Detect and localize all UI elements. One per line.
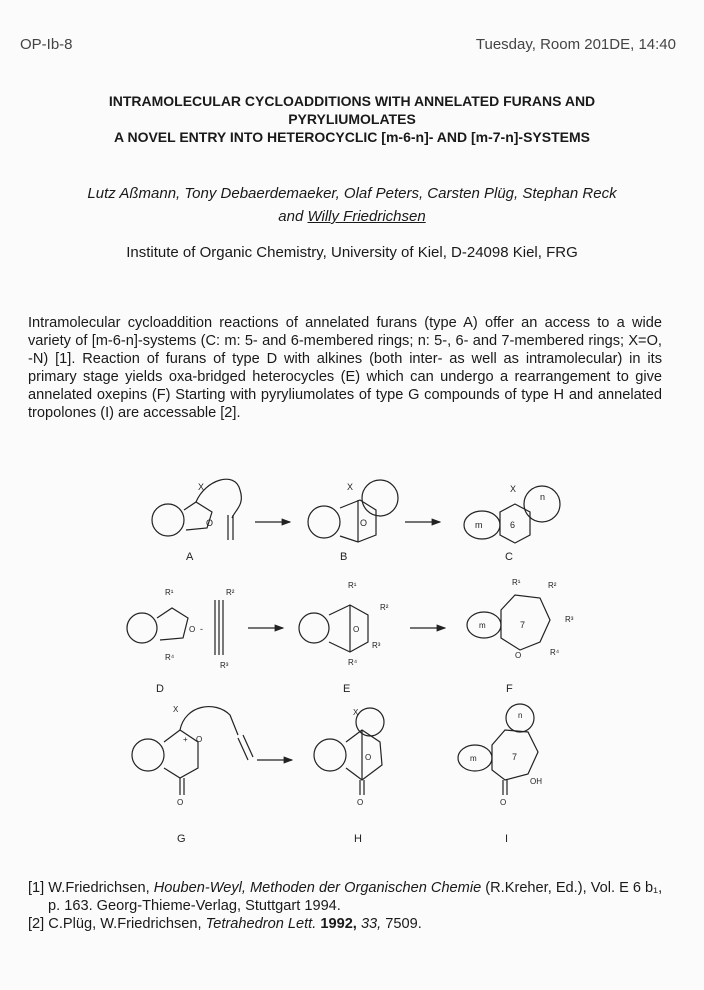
svg-text:X: X [347,482,354,492]
references [28,879,668,933]
label-h: H [354,833,362,845]
title-line: INTRAMOLECULAR CYCLOADDITIONS WITH ANNELATED FURANS AND [108,93,596,109]
and-text: and [278,208,304,225]
label-f: F [506,683,513,695]
structure-c [464,484,560,543]
paper-title [0,92,704,146]
structure-b [308,480,398,542]
svg-text:7: 7 [512,752,518,762]
affiliation: Institute of Organic Chemistry, University of Kiel, D-24098 Kiel, FRG [126,244,578,261]
structure-d [127,588,235,670]
svg-text:n: n [518,711,523,720]
svg-text:R⁴: R⁴ [550,648,560,657]
svg-text:R¹: R¹ [512,578,521,587]
svg-text:R³: R³ [372,641,381,650]
svg-text:-: - [200,624,203,634]
label-b: B [340,551,348,563]
label-d: D [156,683,164,695]
svg-text:R¹: R¹ [165,588,174,597]
structure-e [299,581,389,667]
svg-text:X: X [173,705,179,714]
svg-text:R²: R² [548,581,557,590]
svg-text:O: O [515,651,522,660]
svg-text:+: + [183,735,188,744]
svg-text:7: 7 [520,620,526,630]
svg-text:R³: R³ [220,661,229,670]
svg-text:R²: R² [226,588,235,597]
svg-text:O: O [196,735,203,744]
svg-text:O: O [365,753,372,762]
label-a: A [186,551,194,563]
svg-text:X: X [353,708,359,717]
svg-text:O: O [177,798,184,807]
reaction-scheme [0,460,704,860]
svg-text:OH: OH [530,777,542,786]
structure-i [458,704,542,807]
label-i: I [505,833,509,845]
svg-text:R²: R² [380,603,389,612]
svg-text:6: 6 [510,520,516,530]
structure-h [314,708,384,807]
svg-text:R¹: R¹ [348,581,357,590]
svg-text:O: O [189,625,196,634]
subtitle: A NOVEL ENTRY INTO HETEROCYCLIC [m-6-n]- AND [m-7-n]-SYSTEMS [113,129,590,145]
svg-text:O: O [357,798,364,807]
svg-text:O: O [206,518,214,528]
svg-text:m: m [470,754,477,763]
svg-text:O: O [360,518,368,528]
reference-2: [2] C.Plüg, W.Friedrichsen, Tetrahedron Lett. 1992, 33, 7509. [28,916,422,932]
session-code: OP-Ib-8 [20,36,73,53]
authors [0,182,704,228]
svg-text:R⁴: R⁴ [348,658,358,667]
label-g: G [177,833,186,845]
svg-text:R³: R³ [565,615,574,624]
svg-text:O: O [500,798,507,807]
structure-f [467,578,574,660]
svg-text:m: m [479,621,486,630]
label-e: E [343,683,351,695]
presenting-author: Willy Friedrichsen [307,208,426,225]
structure-a [152,479,241,540]
svg-text:R⁴: R⁴ [165,653,175,662]
svg-text:X: X [510,484,517,494]
abstract-text: Intramolecular cycloaddition reactions of annelated furans (type A) offer an access to a wide variety of [m-6-n]-systems (C: m: 5- and 6-membered rings; n: 5-, 6- and 7-membered rings; X=O, -N) [1]. Reaction of furans of type D with alkines (both inter- as well as intramolecular) in its primary stage yields oxa-bridged heterocycles (E) which can undergo a rearrangement to give annelated oxepins (F) Starting with pyryliumolates of type G compounds of type H and annelated tropolones (I) are accessable [2]. [28,315,662,421]
svg-text:X: X [198,482,205,492]
svg-text:m: m [475,520,483,530]
title-line: PYRYLIUMOLATES [288,111,416,127]
label-c: C [505,551,513,563]
svg-text:n: n [540,492,546,502]
reference-1: [1] W.Friedrichsen, Houben-Weyl, Methoden der Organischen Chemie (R.Kreher, Ed.), Vol. E 6 b₁, p. 163. Georg-Thieme-Verlag, Stuttgart 1994. [28,880,663,914]
svg-text:O: O [353,625,360,634]
author-list: Lutz Aßmann, Tony Debaerdemaeker, Olaf Peters, Carsten Plüg, Stephan Reck [87,185,617,202]
structure-g [132,705,253,807]
session-schedule: Tuesday, Room 201DE, 14:40 [475,36,676,53]
